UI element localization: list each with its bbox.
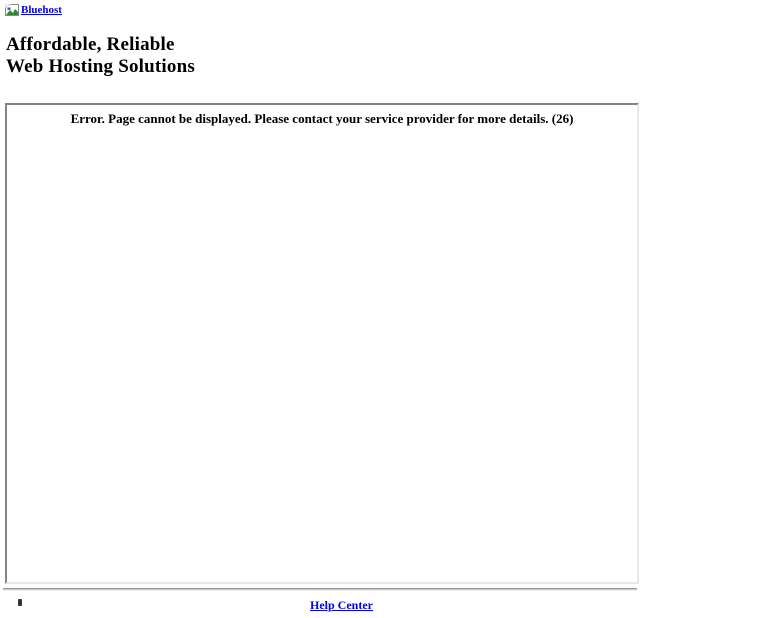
bluehost-logo-link[interactable]: [5, 4, 62, 16]
page-heading: [6, 34, 639, 78]
broken-image-icon: [5, 4, 19, 16]
page: [5, 3, 639, 618]
footer: [5, 598, 639, 618]
help-center-link[interactable]: Help Center: [310, 598, 373, 612]
heading-line-1: Affordable, Reliable: [6, 34, 175, 55]
error-frame: [5, 103, 639, 584]
logo-alt-text: Bluehost: [21, 4, 62, 16]
horizontal-rule: [3, 588, 637, 591]
error-message: Error. Page cannot be displayed. Please contact your service provider for more details. (26): [70, 111, 574, 126]
heading-line-2: Web Hosting Solutions: [6, 56, 195, 77]
footer-partial-glyph-fragment: [18, 599, 22, 606]
